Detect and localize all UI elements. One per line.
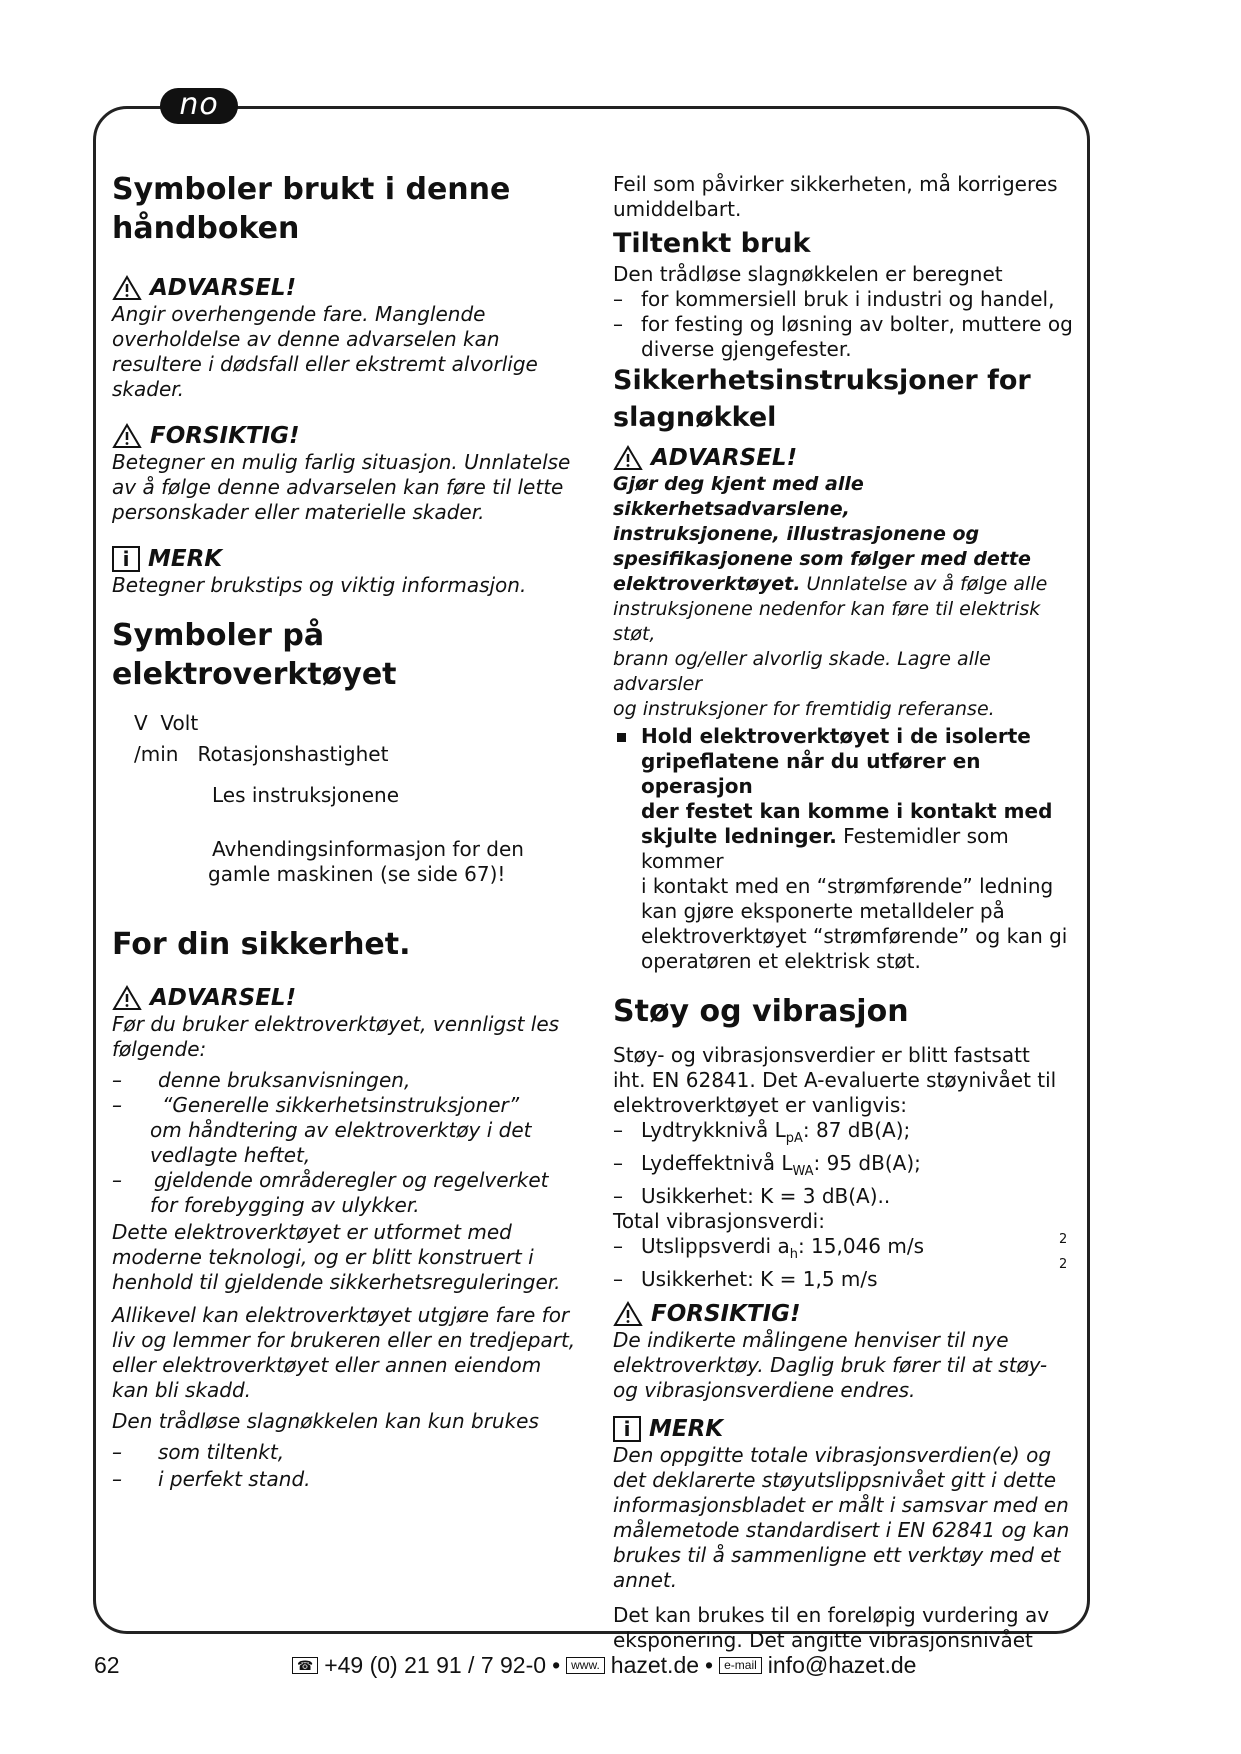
warning-triangle-icon: [112, 275, 142, 301]
right-column: Feil som påvirker sikkerheten, må korrigeres umiddelbart. Tiltenkt bruk Den trådløse slagnøkkelen er beregnet – for kommersiell bruk i industri og handel, – for festing og løsning av bolter, muttere og diverse gjengefester. Sikkerhetsinstruksjoner for slagnøkkel ADVARSEL! Gjør deg kjent med alle sikkerhetsadvarslene, instruksjonene, illustrasjonene og spesifikasjonene som følger med dette elektroverktøyet. Unnlatelse av å følge alle instruksjonene nedenfor kan føre til elektrisk støt, brann og/eller alvorlig skade. Lagre alle advarsler og instruksjoner for fremtidig referanse. Hold elektroverktøyet i de isolerte gripeflatene når du utfører en operasjon der festet kan komme i kontakt med skjulte ledninger. Festemidler som kommer i kontakt med en “strømførende” ledning kan gjøre eksponerte metalldeler på elektroverktøyet “strømførende” og kan gi operatøren et elektrisk støt. Støy og vibrasjon Støy- og vibrasjonsverdier er blitt fastsatt iht. EN 62841. Det A-evaluerte støynivået til elektroverktøyet er vanligvis: – Lydtrykknivå $L_{pA}$: 87 dB(A); – Lydeffektnivå $L_{WA}$: 95 dB(A); – Usikkerhet: K = 3 dB(A).. Total vibrasjonsverdi: – Utslippsverdi $a_h$: 15,046 m/s – Usikkerhet: K = 1,5 m/s 2 2 FORSIKTIG! De indikerte målingene henviser til nye elektroverktøy. Daglig bruk fører til at støy- og vibrasjonsverdiene endres. i MERK Den oppgitte totale vibrasjonsverdien(e) og det deklarerte støyutslippsnivået gitt i dette informasjonsbladet er målt i samsvar med en målemetode standardisert i EN 62841 og kan brukes til å sammenligne ett verktøy med et annet. Det kan brukes til en foreløpig vurdering av eksponering. Det angitte vibrasjonsnivået: [613, 172, 1083, 1653]
warning-label: ADVARSEL!: [651, 445, 798, 471]
page-number: 62: [94, 1652, 120, 1678]
intended-use-list: [613, 287, 1083, 362]
superscript: 2: [1059, 1232, 1068, 1247]
warning-triangle-icon: [112, 985, 142, 1011]
list-item: – for festing og løsning av bolter, muttere og diverse gjengefester.: [613, 312, 1073, 361]
note-label: MERK: [649, 1416, 724, 1442]
phone-number[interactable]: +49 (0) 21 91 / 7 92-0: [324, 1652, 547, 1678]
heading-symbols-manual: Symboler brukt i denne håndboken: [112, 172, 511, 246]
symbol-row: Avhendingsinformasjon for den: [212, 837, 524, 861]
contact-line: ☎ +49 (0) 21 91 / 7 92-0 • www. hazet.de • e-mail info@hazet.de: [292, 1652, 916, 1679]
list-item: – Usikkerhet: K = 3 dB(A)..: [613, 1184, 891, 1208]
warning-triangle-icon: [613, 1301, 643, 1327]
website-link[interactable]: hazet.de: [610, 1652, 700, 1678]
heading-safety-instructions: Sikkerhetsinstruksjoner for slagnøkkel: [613, 365, 1031, 433]
warning-label: ADVARSEL!: [150, 275, 297, 301]
noise-values-list: [613, 1118, 1083, 1209]
info-icon: i: [112, 546, 140, 572]
paragraph: Den trådløse slagnøkkelen kan kun brukes: [112, 1409, 539, 1433]
warning-notice: ADVARSEL! Gjør deg kjent med alle sikkerhetsadvarslene, instruksjonene, illustrasjonene og spesifikasjonene som følger med dette elektroverktøyet. Unnlatelse av å følge alle instruksjonene nedenfor kan føre til elektrisk støt, brann og/eller alvorlig skade. Lagre alle advarsler og instruksjoner for fremtidig referanse.: [613, 445, 1048, 720]
symbol-row: /min Rotasjonshastighet: [134, 742, 389, 766]
warning-notice: ADVARSEL! Før du bruker elektroverktøyet, vennligst les følgende:: [112, 985, 560, 1061]
note-notice: i MERK Betegner brukstips og viktig informasjon.: [112, 546, 527, 597]
safety-bullet: Hold elektroverktøyet i de isolerte gripeflatene når du utfører en operasjon der festet kan komme i kontakt med skjulte ledninger. Festemidler som kommer i kontakt med en “strømførende” ledning kan gjøre eksponerte metalldeler på elektroverktøyet “strømførende” og kan gi operatøren et elektrisk støt.: [613, 724, 1083, 974]
read-before-list: [112, 1068, 582, 1218]
caution-notice: FORSIKTIG! De indikerte målingene henviser til nye elektroverktøy. Daglig bruk fører til at støy- og vibrasjonsverdiene endres.: [613, 1301, 1048, 1402]
list-item: – “Generelle sikkerhetsinstruksjoner” om håndtering av elektroverktøy i det vedlagte heftet,: [112, 1093, 532, 1167]
note-label: MERK: [148, 546, 223, 572]
warning-notice: ADVARSEL! Angir overhengende fare. Manglende overholdelse av denne advarselen kan resultere i dødsfall eller ekstremt alvorlige skader.: [112, 275, 538, 401]
list-item: – som tiltenkt,: [112, 1440, 285, 1464]
footer: [0, 1652, 1241, 1682]
left-column: [112, 170, 582, 1492]
list-item: – Utslippsverdi $a_h$: 15,046 m/s: [613, 1234, 925, 1262]
symbol-row: Les instruksjonene: [212, 783, 400, 807]
email-link[interactable]: info@hazet.de: [767, 1652, 917, 1678]
bullet-square-icon: [617, 733, 626, 742]
usage-condition-list: [112, 1440, 582, 1492]
noise-intro: Støy- og vibrasjonsverdier er blitt fastsatt iht. EN 62841. Det A-evaluerte støynivået til elektroverktøyet er vanligvis:: [613, 1043, 1057, 1117]
language-badge: no: [160, 88, 238, 124]
caution-label: FORSIKTIG!: [150, 423, 300, 449]
info-icon: i: [613, 1416, 641, 1442]
caution-notice: FORSIKTIG! Betegner en mulig farlig situasjon. Unnlatelse av å følge denne advarselen kan føre til lette personskader eller materielle skader.: [112, 423, 571, 524]
list-item: – denne bruksanvisningen,: [112, 1068, 411, 1092]
email-icon: e-mail: [719, 1657, 762, 1674]
warning-triangle-icon: [112, 423, 142, 449]
paragraph: Allikevel kan elektroverktøyet utgjøre fare for liv og lemmer for brukeren eller en tredjepart, eller elektroverktøyet eller annen eiendom kan bli skadd.: [112, 1303, 576, 1402]
list-item: – i perfekt stand.: [112, 1467, 311, 1491]
warning-label: ADVARSEL!: [150, 985, 297, 1011]
warning-triangle-icon: [613, 445, 643, 471]
vibration-values-list: [613, 1234, 1083, 1292]
note-notice: i MERK Den oppgitte totale vibrasjonsverdien(e) og det deklarerte støyutslippsnivået gitt i dette informasjonsbladet er målt i samsvar med en målemetode standardisert i EN 62841 og kan brukes til å sammenligne ett verktøy med et annet.: [613, 1416, 1070, 1592]
symbol-row: gamle maskinen (se side 67)!: [208, 862, 506, 886]
list-item: – Usikkerhet: K = 1,5 m/s: [613, 1267, 878, 1291]
superscript: 2: [1059, 1257, 1068, 1272]
phone-icon: ☎: [292, 1657, 318, 1674]
caution-label: FORSIKTIG!: [651, 1301, 801, 1327]
list-item: – gjeldende områderegler og regelverket for forebygging av ulykker.: [112, 1168, 549, 1217]
closing-paragraph: Det kan brukes til en foreløpig vurdering av eksponering. Det angitte vibrasjonsnivået: [613, 1603, 1050, 1652]
www-icon: www.: [566, 1657, 605, 1674]
heading-noise-vibration: Støy og vibrasjon: [613, 994, 909, 1029]
heading-safety: For din sikkerhet.: [112, 927, 411, 962]
symbol-list: [112, 708, 582, 887]
list-item: – for kommersiell bruk i industri og handel,: [613, 287, 1055, 311]
list-item: – Lydeffektnivå $L_{WA}$: 95 dB(A);: [613, 1151, 921, 1179]
symbol-row: V Volt: [134, 711, 199, 735]
paragraph: Dette elektroverktøyet er utformet med moderne teknologi, og er blitt konstruert i henhold til gjeldende sikkerhetsreguleringer.: [112, 1220, 561, 1294]
heading-intended-use: Tiltenkt bruk: [613, 228, 811, 259]
heading-tool-symbols: Symboler på elektroverktøyet: [112, 618, 397, 692]
list-item: – Lydtrykknivå $L_{pA}$: 87 dB(A);: [613, 1118, 911, 1146]
